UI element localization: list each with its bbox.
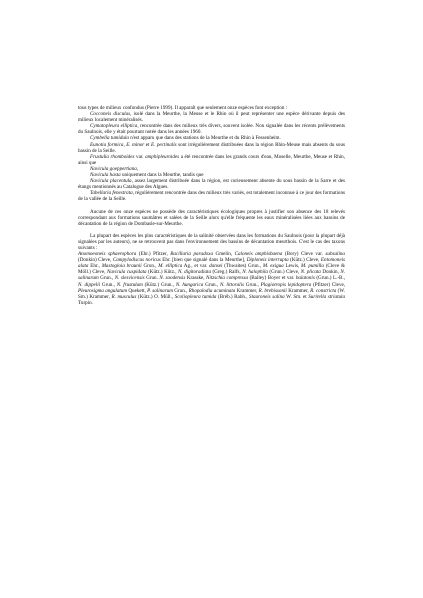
taxon-authority: (Thwaites) Grun., [222,263,263,270]
paragraph-salinity: La plupart des espèces les plus caractéristiques de la salinité observées dans les formations du Saulnois (pour la plupart déjà signalées par les auteurs), ne se retrouvent pas dans l'environnement des bassins de décantation meurthois. C'est le cas des taxons suivants : [78,232,345,251]
taxon-authority: (Cleve & Möll.) Cleve, [78,263,346,276]
species-name: amphipleuroides [145,153,180,160]
paragraph-species [78,123,345,135]
taxon-authority: Grun. [144,275,160,282]
paragraph-species [78,154,345,166]
species-text: et [144,141,151,148]
species-name: E. pectinalis [150,141,177,148]
taxa-list [78,251,345,306]
species-text: , régulièrement rencontrée dans des milieux très variés, est totalement inconnue à ce jour des formations de la vallée de la Seille. [78,190,345,203]
paragraph-species [78,190,345,202]
taxon-authority: (Kütz.) Grun., [142,281,176,288]
taxon-name: N. frustulum [116,281,143,288]
taxon-authority: Krammer, [286,287,311,294]
species-name: Cocconeis disculus [90,111,131,118]
taxon-name: Plagiotropis lepidoptera [260,281,312,288]
taxon-authority: (Donkin) Cleve, [78,257,113,264]
taxon-name: N. soodensis [159,275,186,282]
species-text: uniquement dans la Meurthe, tandis que [120,172,204,179]
species-name: Navicula hasta [90,172,121,179]
taxon-name: N. plicata [300,269,321,276]
taxon-name: N. salinarum [78,269,345,282]
species-text: , [136,165,139,172]
taxon-authority: (Pfitzer) Cleve, [311,281,346,288]
taxon-name: R. brebissonii [258,287,287,294]
species-text: , rencontrée dans des milieux très divers, souvent isolée. Non signalée dans les récents prélèvements du Saulnois, elle y était pourtant notée dans les années 1960. [78,123,345,136]
taxon-authority: (Bory) Cleve var. [282,251,326,258]
taxon-name: balatonis [295,275,315,282]
taxon-name: R. musculus [111,293,137,300]
taxon-name: Navicula cuspidata [106,269,147,276]
taxon-name: Campylodiscus noricus [112,257,161,264]
species-name: Navicula placentula [90,178,132,185]
species-text: sont irrégulièrement distribuées dans la région Rhin-Meuse mais absents du sous bassin de la Seille. [78,141,345,154]
species-name: Cymbella tumidula [90,135,129,142]
taxon-authority: (Kütz.) O. Müll., [136,293,175,300]
taxon-authority: (W. Sm.) Krammer, [78,287,345,300]
taxon-name: M. exigua [262,263,284,270]
taxon-name: N. digitoradiata [178,269,212,276]
taxon-authority: Grun., [172,287,189,294]
species-name: Frustulia rhomboides [90,153,135,160]
paragraph-species [78,142,345,154]
species-name: Navicula goeppertiana [90,165,137,172]
taxon-name: P. salinarum [147,287,173,294]
taxon-authority: Krasske, [185,275,207,282]
taxon-name: Caloneis amphisbaena [234,251,283,258]
taxon-authority: Grun., [100,281,117,288]
taxon-name: N. halophila [242,269,268,276]
taxon-name: N. slesvicensis [114,275,145,282]
taxon-authority: Grun., [98,275,115,282]
taxon-authority: Donkin, [320,269,341,276]
taxon-authority: (Kütz.) Cleve, [288,257,321,264]
body-text [78,105,345,306]
taxon-authority: (Greg.) Ralfs, [211,269,243,276]
taxon-name: N. hungarica [175,281,204,288]
taxon-name: Nitzschia compressa [206,275,249,282]
taxon-authority: Ehr. [bien que signalé dans la Meurthe], [160,257,247,264]
taxon-name: M. pumilla [301,263,324,270]
taxon-authority: (Grun.) L.-B., [314,275,345,282]
species-name: Cymatopleura elliptica [90,123,138,130]
species-name: Tabellaria fenestrata [90,190,133,197]
taxon-name: dansei [209,263,223,270]
taxon-name: Anomoeoneis sphaerophora [78,251,137,258]
taxon-authority: (Grun.) Cleve, [267,269,301,276]
taxon-name: R. constricta [310,287,337,294]
taxon-authority: Grun., [203,281,220,288]
paragraph-species [78,178,345,190]
taxon-authority: Grun., [243,281,261,288]
paragraph-discussion: Aucune de ces onze espèces ne possède des caractéristiques écologiques propres à justifier son absence des 18 relevés correspondant aux formations saumâtres et salées de la Seille alors qu'elle fréquente les eaux minéralisées liées aux bassins de décantation de la région de Dombasle-sur-Meurthe. [78,208,345,227]
taxon-authority: Quekett, [127,287,148,294]
taxon-name: Entomoneis alata [78,257,345,270]
taxon-name: M. elliptica [158,263,183,270]
taxon-authority: Ag., et var. [182,263,210,270]
species-text: a été rencontrée dans les grands cours d'eau, Moselle, Meurthe, Meuse et Rhin, ainsi que [78,153,346,166]
taxon-authority: Gmelin, [213,251,235,258]
species-text: var. [134,153,146,160]
paragraph-intro: tous types de milieux confondus (Pierre 1999). Il apparaît que seulement onze espèces font exception : [78,105,288,111]
taxon-name: subsalina [325,251,345,258]
taxon-name: Rhopalodia acuminata [188,287,236,294]
taxon-authority: (Bréb.) Rabh., [216,293,250,300]
taxon-authority: (Bailey) Boyer et var. [248,275,296,282]
taxon-authority: W. Sm. et [284,293,309,300]
taxon-name: Pleurosigma angulatum [78,287,128,294]
taxon-name: Stauroneis salina [249,293,285,300]
taxon-name: Mastogloia braunii [101,263,142,270]
species-text: , assez largement distribuée dans la région, est curieusement absente du sous bassin de la Sarre et des étangs mentionnés au Catalogue des Algues. [78,178,346,191]
taxon-name: N. dippelii [78,281,101,288]
taxon-authority: (Ehr.) Pfitzer, [136,251,171,258]
taxon-authority: Turpin. [78,299,93,306]
taxon-authority: Ehr., [88,263,102,270]
taxon-authority: Krammer, [235,287,259,294]
taxon-name: Bacillaria paradoxa [170,251,213,258]
taxon-name: Scoliopleura tumida [174,293,217,300]
paragraph-species [78,111,345,123]
taxon-authority: (Kütz.) Kütz., [146,269,178,276]
taxon-name: Surirella striatula [308,293,346,300]
taxon-authority: Grun., [141,263,159,270]
taxon-authority: Lewis, [283,263,302,270]
species-name: Eunotia formica, E. minor [90,141,145,148]
taxon-name: Diploneis interrupta [246,257,289,264]
taxon-name: N. littoralis [219,281,244,288]
species-text: , isolé dans la Meurthe, la Meuse et le Rhin où il peut représenter une espèce dérivante depuis des milieux localement minéralisés. [78,111,345,124]
species-text: n'est apparu que dans des stations de la Meurthe et du Rhin à Fessenheim. [128,135,281,142]
